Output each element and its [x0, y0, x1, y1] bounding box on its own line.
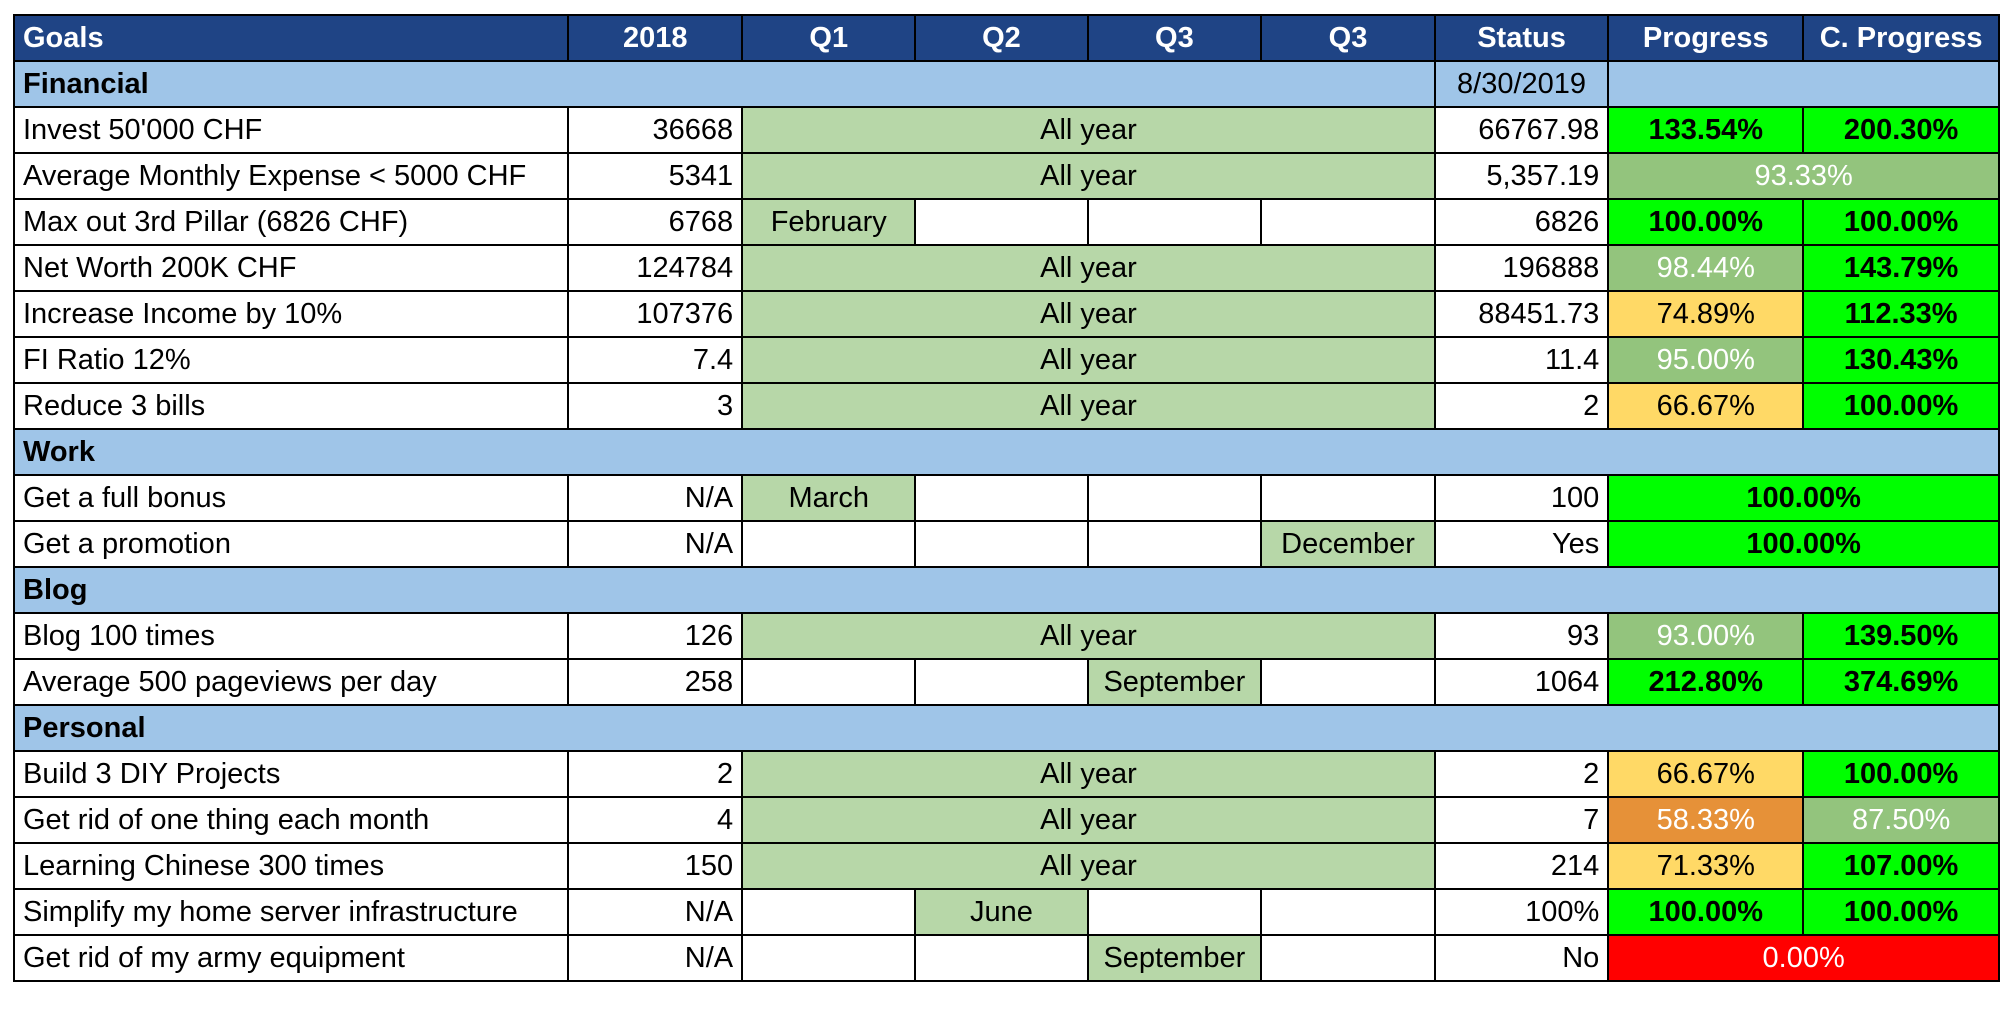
header-c-progress[interactable]: C. Progress: [1803, 15, 1999, 61]
period-cell[interactable]: All year: [742, 291, 1435, 337]
progress-cell[interactable]: 100.00%: [1608, 199, 1803, 245]
empty-cell[interactable]: [1088, 475, 1262, 521]
period-cell[interactable]: All year: [742, 337, 1435, 383]
period-cell[interactable]: September: [1088, 935, 1262, 981]
progress-cell[interactable]: 66.67%: [1608, 383, 1803, 429]
empty-cell[interactable]: [742, 521, 915, 567]
table-row: [14, 475, 1999, 521]
empty-cell[interactable]: [742, 935, 915, 981]
table-row: [14, 935, 1999, 981]
status-cell[interactable]: Yes: [1435, 521, 1608, 567]
empty-cell[interactable]: [1261, 199, 1435, 245]
value-2018-cell[interactable]: 5341: [568, 153, 742, 199]
empty-cell[interactable]: [1088, 889, 1262, 935]
c-progress-cell[interactable]: 200.30%: [1803, 107, 1999, 153]
value-2018-cell[interactable]: 126: [568, 613, 742, 659]
goal-cell[interactable]: Max out 3rd Pillar (6826 CHF): [14, 199, 568, 245]
table-row: [14, 245, 1999, 291]
header-2018[interactable]: 2018: [568, 15, 742, 61]
empty-cell[interactable]: [1261, 935, 1435, 981]
goal-cell[interactable]: Simplify my home server infrastructure: [14, 889, 568, 935]
status-cell[interactable]: 196888: [1435, 245, 1608, 291]
progress-cell[interactable]: 58.33%: [1608, 797, 1803, 843]
status-cell[interactable]: No: [1435, 935, 1608, 981]
status-cell[interactable]: 66767.98: [1435, 107, 1608, 153]
value-2018-cell[interactable]: 3: [568, 383, 742, 429]
empty-cell[interactable]: [1261, 659, 1435, 705]
section-row-work: [14, 429, 1999, 475]
section-row-financial: [14, 61, 1999, 107]
status-cell[interactable]: 7: [1435, 797, 1608, 843]
period-cell[interactable]: All year: [742, 751, 1435, 797]
period-cell[interactable]: March: [742, 475, 915, 521]
empty-cell[interactable]: [915, 935, 1087, 981]
c-progress-cell[interactable]: 100.00%: [1803, 383, 1999, 429]
table-row: [14, 613, 1999, 659]
value-2018-cell[interactable]: N/A: [568, 521, 742, 567]
c-progress-cell[interactable]: 112.33%: [1803, 291, 1999, 337]
progress-cell[interactable]: 95.00%: [1608, 337, 1803, 383]
goal-cell[interactable]: Get rid of one thing each month: [14, 797, 568, 843]
value-2018-cell[interactable]: 7.4: [568, 337, 742, 383]
value-2018-cell[interactable]: 107376: [568, 291, 742, 337]
header-q1[interactable]: Q1: [742, 15, 915, 61]
goals-table: [13, 14, 2000, 982]
value-2018-cell[interactable]: N/A: [568, 475, 742, 521]
progress-cell[interactable]: 74.89%: [1608, 291, 1803, 337]
period-cell[interactable]: February: [742, 199, 915, 245]
period-cell[interactable]: All year: [742, 245, 1435, 291]
status-cell[interactable]: 5,357.19: [1435, 153, 1608, 199]
table-row: [14, 199, 1999, 245]
goal-cell[interactable]: Reduce 3 bills: [14, 383, 568, 429]
empty-cell[interactable]: [1088, 521, 1262, 567]
value-2018-cell[interactable]: 4: [568, 797, 742, 843]
table-row: [14, 659, 1999, 705]
section-label[interactable]: Work: [14, 429, 1999, 475]
section-label[interactable]: Personal: [14, 705, 1999, 751]
status-cell[interactable]: 88451.73: [1435, 291, 1608, 337]
header-q3-second[interactable]: Q3: [1261, 15, 1435, 61]
goal-cell[interactable]: Increase Income by 10%: [14, 291, 568, 337]
section-blank[interactable]: [1608, 61, 1999, 107]
section-label[interactable]: Blog: [14, 567, 1999, 613]
empty-cell[interactable]: [1261, 889, 1435, 935]
table-row: [14, 337, 1999, 383]
progress-cell[interactable]: 71.33%: [1608, 843, 1803, 889]
section-row-blog: [14, 567, 1999, 613]
table-row: [14, 889, 1999, 935]
progress-cell[interactable]: 100.00%: [1608, 889, 1803, 935]
section-date[interactable]: 8/30/2019: [1435, 61, 1608, 107]
table-row: [14, 153, 1999, 199]
c-progress-cell[interactable]: 100.00%: [1803, 889, 1999, 935]
period-cell[interactable]: All year: [742, 383, 1435, 429]
header-progress[interactable]: Progress: [1608, 15, 1803, 61]
progress-cell[interactable]: 93.00%: [1608, 613, 1803, 659]
period-cell[interactable]: All year: [742, 843, 1435, 889]
status-cell[interactable]: 6826: [1435, 199, 1608, 245]
period-cell[interactable]: All year: [742, 153, 1435, 199]
value-2018-cell[interactable]: 2: [568, 751, 742, 797]
empty-cell[interactable]: [742, 659, 915, 705]
goal-cell[interactable]: Average 500 pageviews per day: [14, 659, 568, 705]
status-cell[interactable]: 2: [1435, 383, 1608, 429]
table-row: [14, 107, 1999, 153]
goal-cell[interactable]: FI Ratio 12%: [14, 337, 568, 383]
goal-cell[interactable]: Get rid of my army equipment: [14, 935, 568, 981]
progress-cell[interactable]: 93.33%: [1608, 153, 1999, 199]
status-cell[interactable]: 11.4: [1435, 337, 1608, 383]
header-row: [14, 15, 1999, 61]
goal-cell[interactable]: Invest 50'000 CHF: [14, 107, 568, 153]
empty-cell[interactable]: [915, 521, 1087, 567]
period-cell[interactable]: All year: [742, 613, 1435, 659]
table-row: [14, 521, 1999, 567]
period-cell[interactable]: September: [1088, 659, 1262, 705]
status-cell[interactable]: 93: [1435, 613, 1608, 659]
c-progress-cell[interactable]: 107.00%: [1803, 843, 1999, 889]
status-cell[interactable]: 2: [1435, 751, 1608, 797]
goal-cell[interactable]: Net Worth 200K CHF: [14, 245, 568, 291]
value-2018-cell[interactable]: N/A: [568, 889, 742, 935]
goal-cell[interactable]: Average Monthly Expense < 5000 CHF: [14, 153, 568, 199]
header-q2[interactable]: Q2: [915, 15, 1087, 61]
c-progress-cell[interactable]: 139.50%: [1803, 613, 1999, 659]
table-row: [14, 797, 1999, 843]
c-progress-cell[interactable]: 374.69%: [1803, 659, 1999, 705]
empty-cell[interactable]: [915, 659, 1087, 705]
header-q3[interactable]: Q3: [1088, 15, 1262, 61]
period-cell[interactable]: June: [915, 889, 1087, 935]
table-row: [14, 751, 1999, 797]
header-status[interactable]: Status: [1435, 15, 1608, 61]
progress-cell[interactable]: 212.80%: [1608, 659, 1803, 705]
table-row: [14, 291, 1999, 337]
header-goals[interactable]: Goals: [14, 15, 568, 61]
status-cell[interactable]: 100: [1435, 475, 1608, 521]
value-2018-cell[interactable]: 150: [568, 843, 742, 889]
period-cell[interactable]: All year: [742, 797, 1435, 843]
c-progress-cell[interactable]: 87.50%: [1803, 797, 1999, 843]
status-cell[interactable]: 214: [1435, 843, 1608, 889]
c-progress-cell[interactable]: 100.00%: [1803, 199, 1999, 245]
empty-cell[interactable]: [1088, 199, 1262, 245]
c-progress-cell[interactable]: 100.00%: [1803, 751, 1999, 797]
progress-cell[interactable]: 0.00%: [1608, 935, 1999, 981]
goal-cell[interactable]: Learning Chinese 300 times: [14, 843, 568, 889]
goal-cell[interactable]: Get a promotion: [14, 521, 568, 567]
goal-cell[interactable]: Build 3 DIY Projects: [14, 751, 568, 797]
value-2018-cell[interactable]: N/A: [568, 935, 742, 981]
status-cell[interactable]: 1064: [1435, 659, 1608, 705]
table-row: [14, 843, 1999, 889]
value-2018-cell[interactable]: 6768: [568, 199, 742, 245]
value-2018-cell[interactable]: 36668: [568, 107, 742, 153]
period-cell[interactable]: All year: [742, 107, 1435, 153]
value-2018-cell[interactable]: 124784: [568, 245, 742, 291]
status-cell[interactable]: 100%: [1435, 889, 1608, 935]
c-progress-cell[interactable]: 143.79%: [1803, 245, 1999, 291]
progress-cell[interactable]: 100.00%: [1608, 475, 1999, 521]
c-progress-cell[interactable]: 130.43%: [1803, 337, 1999, 383]
progress-cell[interactable]: 100.00%: [1608, 521, 1999, 567]
period-cell[interactable]: December: [1261, 521, 1435, 567]
goal-cell[interactable]: Get a full bonus: [14, 475, 568, 521]
section-label[interactable]: Financial: [14, 61, 1435, 107]
value-2018-cell[interactable]: 258: [568, 659, 742, 705]
empty-cell[interactable]: [915, 475, 1087, 521]
table-row: [14, 383, 1999, 429]
empty-cell[interactable]: [915, 199, 1087, 245]
progress-cell[interactable]: 98.44%: [1608, 245, 1803, 291]
empty-cell[interactable]: [742, 889, 915, 935]
progress-cell[interactable]: 133.54%: [1608, 107, 1803, 153]
empty-cell[interactable]: [1261, 475, 1435, 521]
progress-cell[interactable]: 66.67%: [1608, 751, 1803, 797]
goal-cell[interactable]: Blog 100 times: [14, 613, 568, 659]
section-row-personal: [14, 705, 1999, 751]
